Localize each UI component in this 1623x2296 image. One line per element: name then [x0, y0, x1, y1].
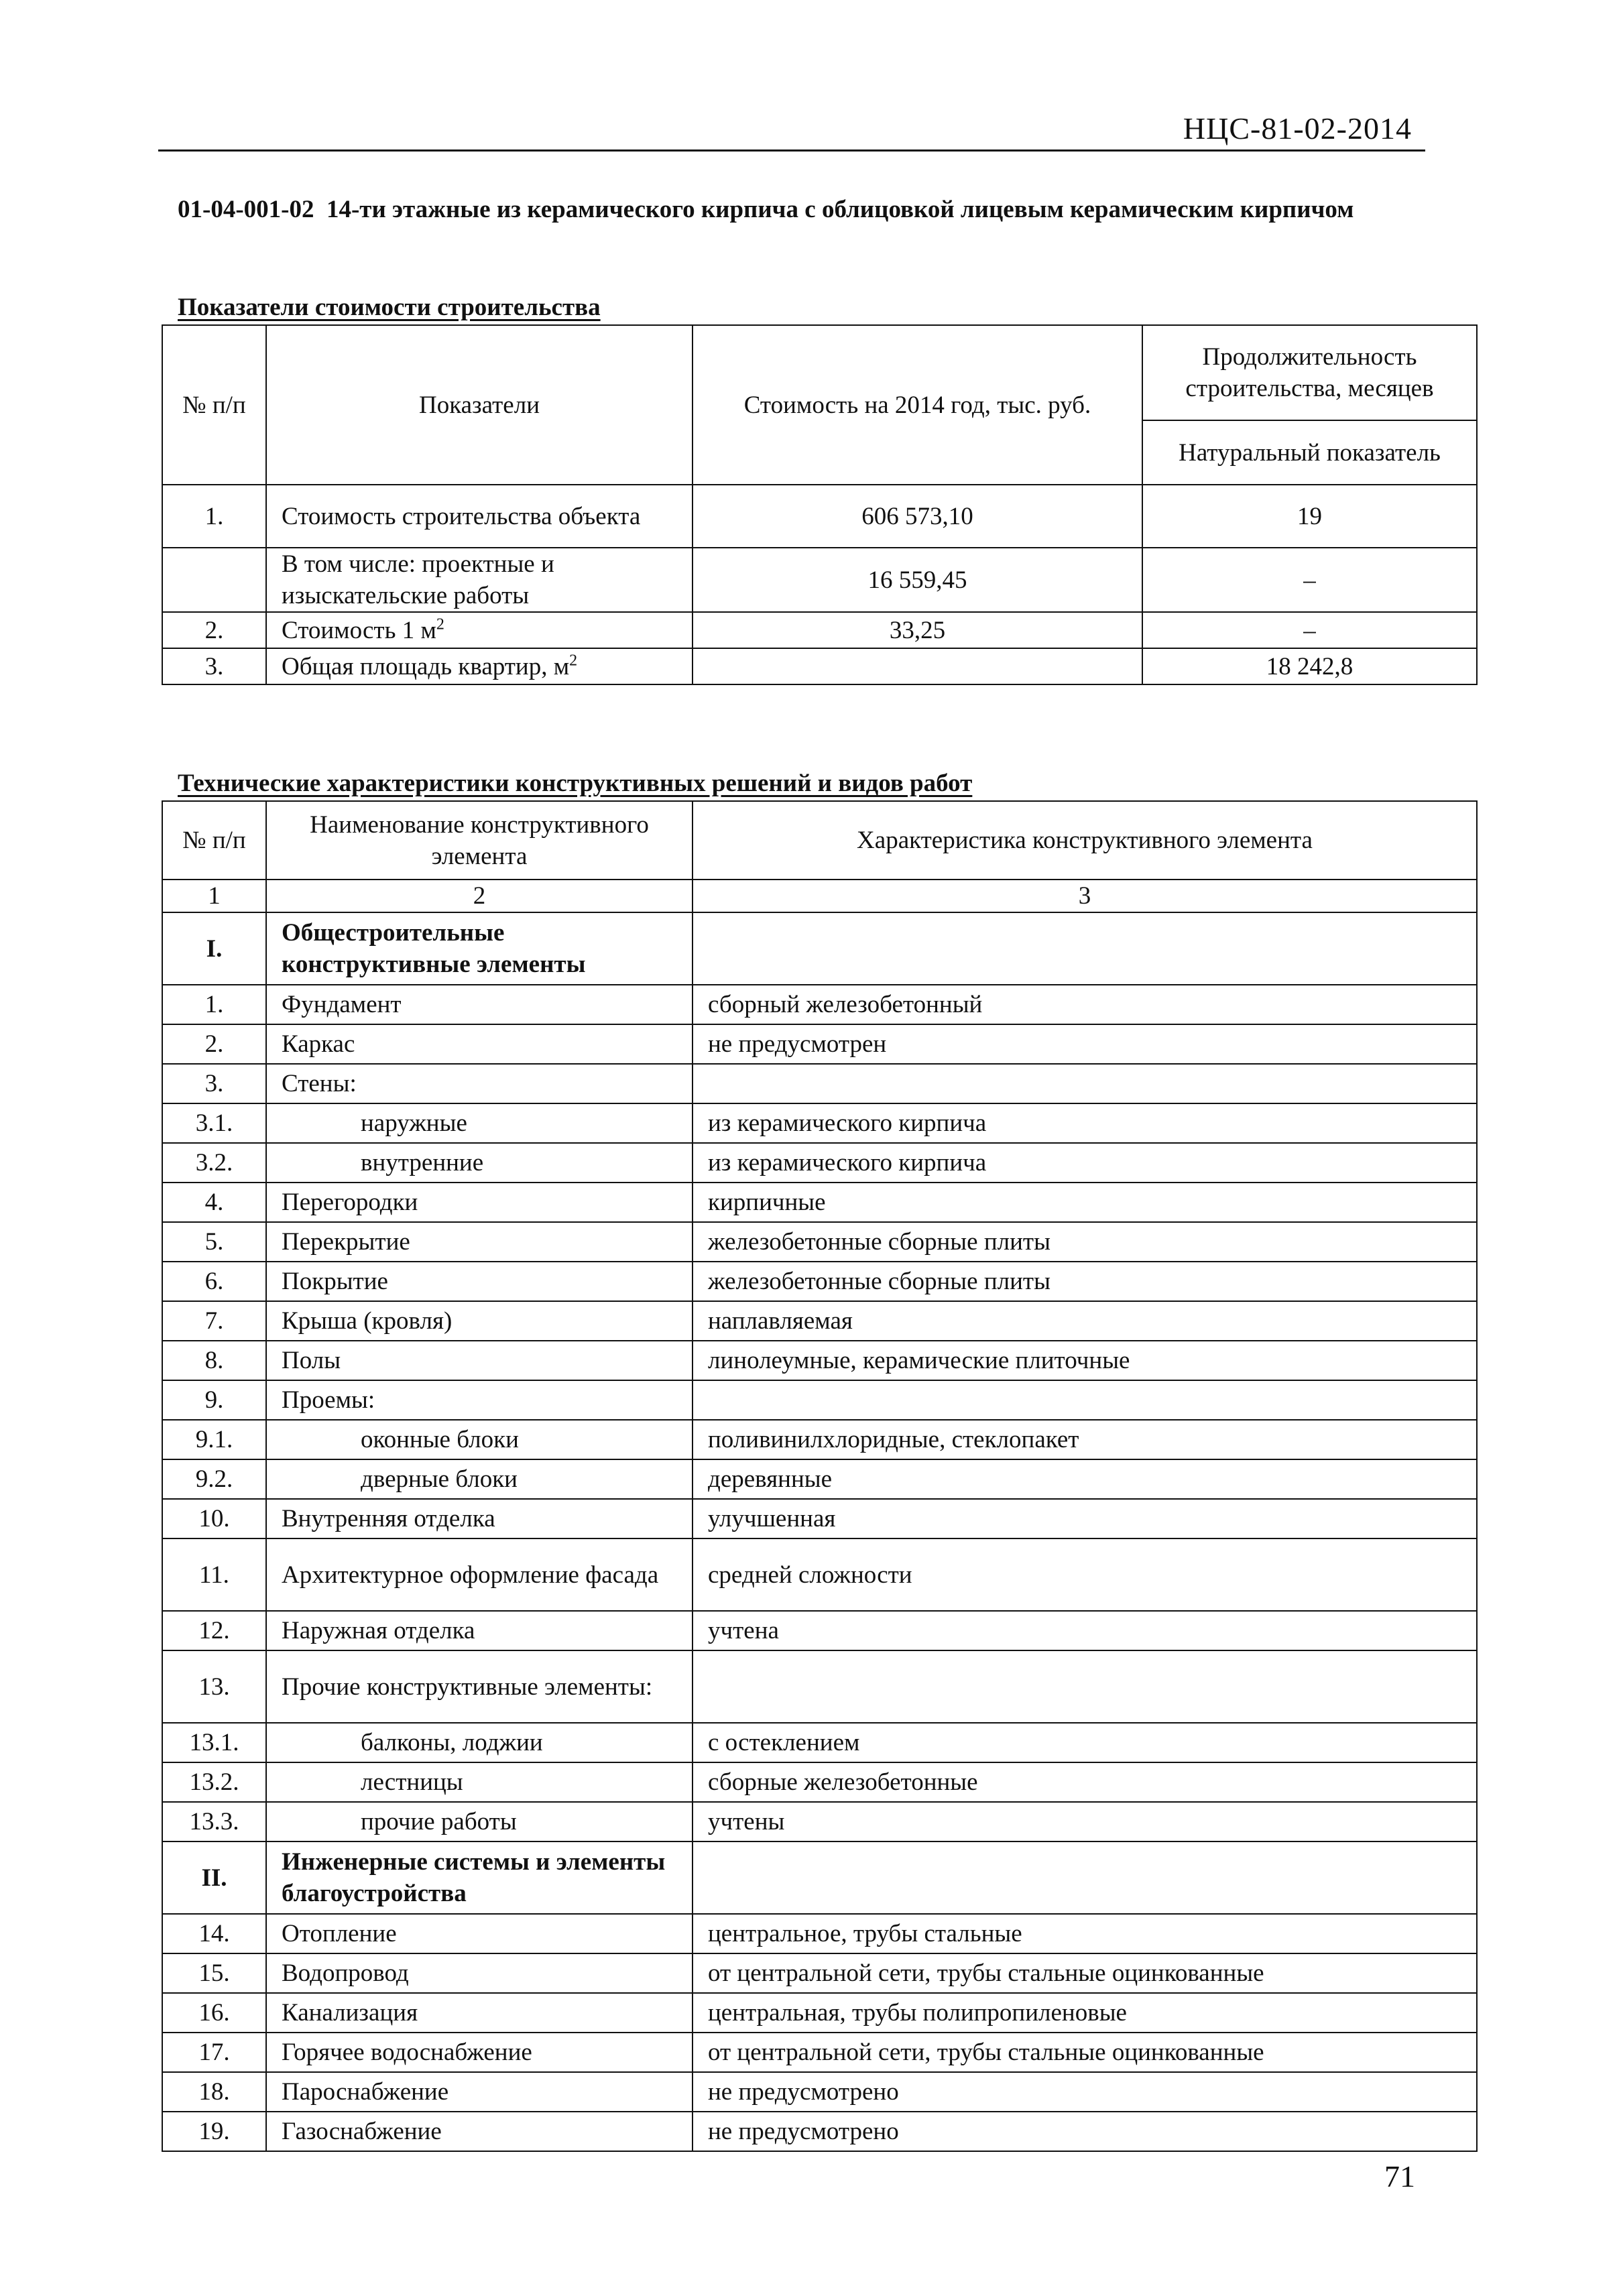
section-title [178, 194, 1398, 225]
cost-value: 33,25 [693, 612, 1142, 648]
cost-table-caption: Показатели стоимости строительства [178, 294, 601, 321]
row-number: 3. [162, 1064, 266, 1103]
cost-value [693, 648, 1142, 684]
element-name: балконы, лоджии [266, 1723, 693, 1762]
natural-value: 18 242,8 [1142, 648, 1477, 684]
natural-value: – [1142, 612, 1477, 648]
row-number: 2. [162, 612, 266, 648]
element-characteristic: от центральной сети, трубы стальные оцинкованные [693, 2033, 1477, 2072]
element-name: прочие работы [266, 1802, 693, 1841]
row-number: 13.3. [162, 1802, 266, 1841]
table-row [162, 1914, 1477, 1953]
table-row [162, 1143, 1477, 1183]
element-name: Перегородки [266, 1183, 693, 1222]
row-number: 1. [162, 985, 266, 1024]
element-characteristic [693, 912, 1477, 985]
element-characteristic: не предусмотрен [693, 1024, 1477, 1064]
table-row [162, 1262, 1477, 1301]
element-name: Инженерные системы и элементы благоустройства [266, 1841, 693, 1914]
row-number: 4. [162, 1183, 266, 1222]
table-row [162, 1993, 1477, 2033]
row-number: 5. [162, 1222, 266, 1262]
element-name: Газоснабжение [266, 2112, 693, 2151]
indicator-name-text: Стоимость строительства объекта [282, 502, 641, 530]
indicator-name-text: Общая площадь квартир, м [282, 652, 570, 680]
table-row [162, 1301, 1477, 1341]
element-name: внутренние [266, 1143, 693, 1183]
element-characteristic: учтены [693, 1802, 1477, 1841]
table-row [162, 612, 1477, 648]
table-row [162, 2033, 1477, 2072]
header-cost: Стоимость на 2014 год, тыс. руб. [693, 325, 1142, 485]
row-number: 6. [162, 1262, 266, 1301]
table-row [162, 2072, 1477, 2112]
element-name: Полы [266, 1341, 693, 1380]
table-row [162, 1723, 1477, 1762]
header-natural: Натуральный показатель [1142, 420, 1477, 485]
element-characteristic [693, 1064, 1477, 1103]
element-name: Общестроительные конструктивные элементы [266, 912, 693, 985]
row-number: 3.2. [162, 1143, 266, 1183]
element-name: Каркас [266, 1024, 693, 1064]
header-indicators: Показатели [266, 325, 693, 485]
superscript: 2 [436, 615, 444, 633]
header-num: № п/п [162, 325, 266, 485]
row-number: 8. [162, 1341, 266, 1380]
table-row [162, 1341, 1477, 1380]
page-number: 71 [1384, 2159, 1415, 2193]
element-name: лестницы [266, 1762, 693, 1802]
element-characteristic: сборный железобетонный [693, 985, 1477, 1024]
cost-value: 16 559,45 [693, 548, 1142, 612]
element-characteristic: железобетонные сборные плиты [693, 1222, 1477, 1262]
tech-table-caption: Технические характеристики конструктивных решений и видов работ [178, 770, 973, 797]
document-code: НЦС-81-02-2014 [1183, 111, 1412, 145]
element-name: Архитектурное оформление фасада [266, 1538, 693, 1611]
table-row [162, 1762, 1477, 1802]
indicator-name [266, 612, 693, 648]
table-row [162, 1611, 1477, 1650]
element-name: Горячее водоснабжение [266, 2033, 693, 2072]
table-row [162, 1103, 1477, 1143]
table-row [162, 2112, 1477, 2151]
element-characteristic: не предусмотрено [693, 2072, 1477, 2112]
row-number: 7. [162, 1301, 266, 1341]
indicator-name [266, 648, 693, 684]
element-name: Внутренняя отделка [266, 1499, 693, 1538]
element-characteristic: с остеклением [693, 1723, 1477, 1762]
element-characteristic: от центральной сети, трубы стальные оцинкованные [693, 1953, 1477, 1993]
row-number: 16. [162, 1993, 266, 2033]
element-name: дверные блоки [266, 1459, 693, 1499]
row-number: 9. [162, 1380, 266, 1420]
element-characteristic: сборные железобетонные [693, 1762, 1477, 1802]
table-row [162, 1538, 1477, 1611]
row-number: 15. [162, 1953, 266, 1993]
header-element-name: Наименование конструктивного элемента [266, 801, 693, 880]
table-row [162, 485, 1477, 548]
element-characteristic: кирпичные [693, 1183, 1477, 1222]
element-name: Крыша (кровля) [266, 1301, 693, 1341]
element-characteristic: деревянные [693, 1459, 1477, 1499]
element-characteristic: не предусмотрено [693, 2112, 1477, 2151]
element-characteristic: наплавляемая [693, 1301, 1477, 1341]
element-name: Перекрытие [266, 1222, 693, 1262]
row-number: 18. [162, 2072, 266, 2112]
row-number: 3. [162, 648, 266, 684]
element-name: наружные [266, 1103, 693, 1143]
element-characteristic [693, 1650, 1477, 1723]
element-characteristic: центральная, трубы полипропиленовые [693, 1993, 1477, 2033]
element-name: Покрытие [266, 1262, 693, 1301]
indicator-name-text: В том числе: проектные и изыскательские работы [282, 550, 554, 609]
column-number: 2 [266, 880, 693, 912]
row-number: 19. [162, 2112, 266, 2151]
indicator-name [266, 548, 693, 612]
table-row [162, 1222, 1477, 1262]
indicator-name-text: Стоимость 1 м [282, 616, 436, 644]
table-row [162, 1420, 1477, 1459]
table-row [162, 1841, 1477, 1914]
table-row [162, 1380, 1477, 1420]
row-number [162, 548, 266, 612]
element-characteristic [693, 1841, 1477, 1914]
header-duration: Продолжительность строительства, месяцев [1142, 325, 1477, 420]
table-row [162, 1064, 1477, 1103]
natural-value: 19 [1142, 485, 1477, 548]
indicator-name [266, 485, 693, 548]
cost-value: 606 573,10 [693, 485, 1142, 548]
element-name: оконные блоки [266, 1420, 693, 1459]
element-name: Водопровод [266, 1953, 693, 1993]
row-number: 1. [162, 485, 266, 548]
element-characteristic: средней сложности [693, 1538, 1477, 1611]
element-name: Прочие конструктивные элементы: [266, 1650, 693, 1723]
element-name: Проемы: [266, 1380, 693, 1420]
element-characteristic: из керамического кирпича [693, 1103, 1477, 1143]
cost-table [162, 324, 1478, 685]
element-characteristic: железобетонные сборные плиты [693, 1262, 1477, 1301]
table-row [162, 648, 1477, 684]
row-number: 13. [162, 1650, 266, 1723]
table-row [162, 1183, 1477, 1222]
row-number: 10. [162, 1499, 266, 1538]
row-number: I. [162, 912, 266, 985]
element-characteristic: учтена [693, 1611, 1477, 1650]
table-row [162, 1953, 1477, 1993]
element-characteristic: поливинилхлоридные, стеклопакет [693, 1420, 1477, 1459]
element-characteristic: улучшенная [693, 1499, 1477, 1538]
row-number: II. [162, 1841, 266, 1914]
table-row [162, 1459, 1477, 1499]
row-number: 9.1. [162, 1420, 266, 1459]
row-number: 3.1. [162, 1103, 266, 1143]
row-number: 11. [162, 1538, 266, 1611]
element-characteristic [693, 1380, 1477, 1420]
section-name: 14-ти этажные из керамического кирпича с облицовкой лицевым керамическим кирпичом [326, 196, 1354, 223]
element-name: Стены: [266, 1064, 693, 1103]
element-name: Фундамент [266, 985, 693, 1024]
row-number: 13.2. [162, 1762, 266, 1802]
column-number: 3 [693, 880, 1477, 912]
row-number: 9.2. [162, 1459, 266, 1499]
element-name: Наружная отделка [266, 1611, 693, 1650]
table-row [162, 1802, 1477, 1841]
header-characteristic: Характеристика конструктивного элемента [693, 801, 1477, 880]
natural-value: – [1142, 548, 1477, 612]
element-characteristic: центральное, трубы стальные [693, 1914, 1477, 1953]
element-name: Пароснабжение [266, 2072, 693, 2112]
element-characteristic: линолеумные, керамические плиточные [693, 1341, 1477, 1380]
row-number: 12. [162, 1611, 266, 1650]
row-number: 13.1. [162, 1723, 266, 1762]
table-row [162, 1650, 1477, 1723]
tech-table [162, 800, 1478, 2152]
table-row [162, 912, 1477, 985]
table-row [162, 985, 1477, 1024]
element-name: Канализация [266, 1993, 693, 2033]
row-number: 17. [162, 2033, 266, 2072]
table-row [162, 1499, 1477, 1538]
section-code: 01-04-001-02 [178, 196, 314, 223]
header-rule [158, 149, 1425, 152]
row-number: 2. [162, 1024, 266, 1064]
superscript: 2 [569, 652, 578, 670]
column-number: 1 [162, 880, 266, 912]
element-characteristic: из керамического кирпича [693, 1143, 1477, 1183]
row-number: 14. [162, 1914, 266, 1953]
header-num: № п/п [162, 801, 266, 880]
table-row [162, 1024, 1477, 1064]
element-name: Отопление [266, 1914, 693, 1953]
table-row [162, 548, 1477, 612]
